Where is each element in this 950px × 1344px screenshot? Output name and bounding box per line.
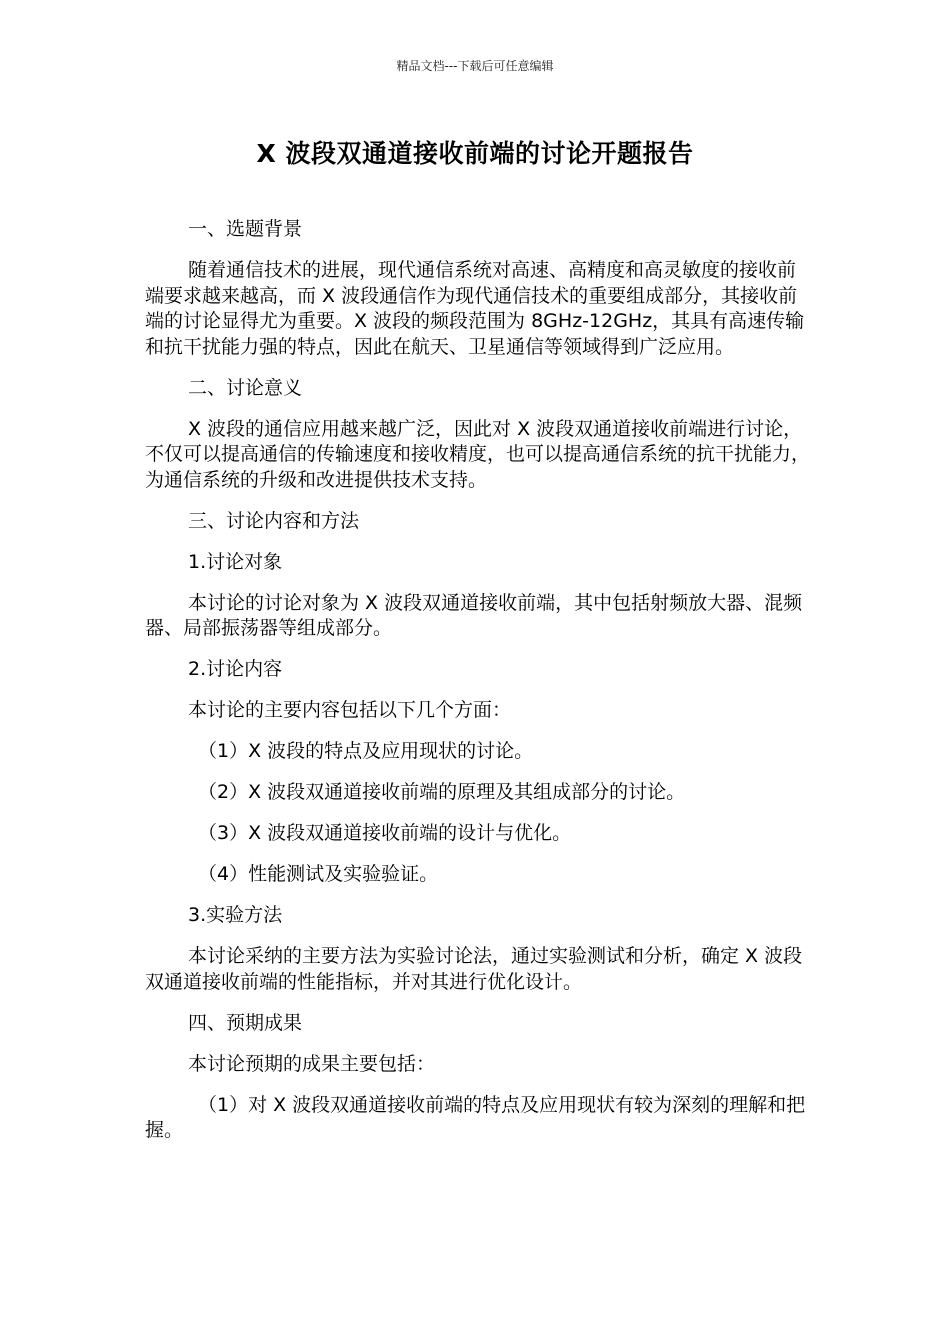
paragraph-results-intro: 本讨论预期的成果主要包括：	[188, 1052, 436, 1075]
list-item: （1）X 波段的特点及应用现状的讨论。	[198, 740, 534, 762]
paragraph-background: 随着通信技术的进展，现代通信系统对高速、高精度和高灵敏度的接收前端要求越来越高，而 X 波段通信作为现代通信技术的重要组成部分，其接收前端的讨论显得尤为重要。X 波段的频段范围为 8GHz-12GHz，其具有高速传输和抗干扰能力强的特点，因此在航天、卫星通信等领域得到广泛应用。	[145, 259, 805, 358]
section-heading-content-methods: 三、讨论内容和方法	[188, 509, 360, 532]
document-title: X 波段双通道接收前端的讨论开题报告	[256, 139, 694, 168]
section-heading-significance: 二、讨论意义	[188, 376, 303, 399]
paragraph-content-intro: 本讨论的主要内容包括以下几个方面：	[188, 699, 512, 721]
section-heading-background: 一、选题背景	[188, 218, 303, 240]
list-item: （4）性能测试及实验验证。	[198, 863, 439, 885]
subheading-method: 3.实验方法	[188, 904, 283, 926]
paragraph-object: 本讨论的讨论对象为 X 波段双通道接收前端，其中包括射频放大器、混频器、局部振荡器等组成部分。	[145, 591, 803, 639]
list-item: （1）对 X 波段双通道接收前端的特点及应用现状有较为深刻的理解和把握。	[145, 1093, 806, 1141]
page-header-watermark: 精品文档---下载后可任意编辑	[396, 59, 554, 73]
paragraph-significance: X 波段的通信应用越来越广泛，因此对 X 波段双通道接收前端进行讨论，不仅可以提高通信的传输速度和接收精度，也可以提高通信系统的抗干扰能力，为通信系统的升级和改进提供技术支持。	[145, 417, 811, 491]
subheading-content: 2.讨论内容	[188, 658, 283, 680]
paragraph-method: 本讨论采纳的主要方法为实验讨论法，通过实验测试和分析，确定 X 波段双通道接收前端的性能指标，并对其进行优化设计。	[145, 945, 803, 993]
subheading-object: 1.讨论对象	[188, 550, 283, 573]
list-item: （2）X 波段双通道接收前端的原理及其组成部分的讨论。	[198, 781, 686, 803]
document-body	[145, 217, 810, 1159]
list-item: （3）X 波段双通道接收前端的设计与优化。	[198, 822, 572, 844]
section-heading-expected-results: 四、预期成果	[188, 1011, 303, 1034]
